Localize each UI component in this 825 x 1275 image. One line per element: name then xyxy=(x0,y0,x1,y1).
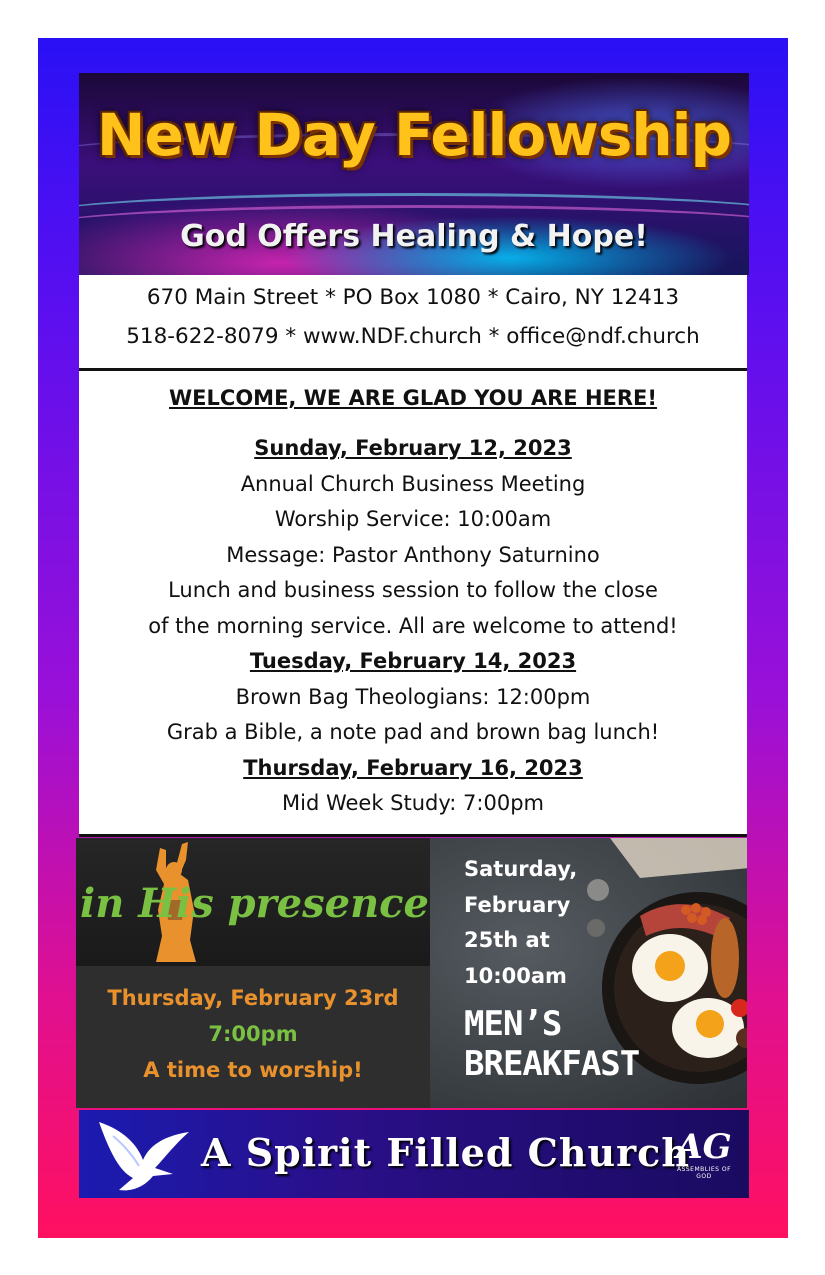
schedule-row: Lunch and business session to follow the close xyxy=(168,578,658,602)
header-banner xyxy=(79,73,749,275)
footer-slogan: A Spirit Filled Church xyxy=(201,1130,690,1175)
breakfast-date-line: Saturday, xyxy=(464,857,578,881)
church-tagline: God Offers Healing & Hope! xyxy=(180,219,648,254)
mens-breakfast-title-line: BREAKFAST xyxy=(464,1044,640,1084)
contact-line: 518-622-8079 * www.NDF.church * office@ndf.church xyxy=(126,324,700,349)
ag-logo-initials: AG xyxy=(676,1127,732,1167)
breakfast-date-line: 10:00am xyxy=(464,963,567,988)
mens-breakfast-title-line: MEN’S xyxy=(464,1004,562,1044)
dove-icon xyxy=(93,1116,193,1194)
schedule-row: Sunday, February 12, 2023 xyxy=(254,436,572,460)
schedule-row: Grab a Bible, a note pad and brown bag lunch! xyxy=(166,720,660,744)
assemblies-of-god-logo xyxy=(669,1128,739,1184)
schedule-row: Worship Service: 10:00am xyxy=(274,507,552,531)
ag-logo-subtext: ASSEMBLIES OF GOD xyxy=(676,1166,732,1180)
schedule-row: Thursday, February 16, 2023 xyxy=(243,755,583,780)
schedule-row: Tuesday, February 14, 2023 xyxy=(249,649,577,673)
in-his-presence-panel xyxy=(76,838,430,1108)
footer-banner xyxy=(79,1110,749,1198)
contact-info xyxy=(79,275,747,371)
event-schedule xyxy=(79,371,747,837)
breakfast-date-line: 25th at xyxy=(464,928,550,952)
breakfast-date-line: February xyxy=(464,892,571,917)
schedule-row: Mid Week Study: 7:00pm xyxy=(282,791,544,815)
in-his-presence-logo xyxy=(76,838,430,966)
mens-breakfast-panel xyxy=(430,838,747,1108)
schedule-row: Annual Church Business Meeting xyxy=(240,471,586,496)
schedule-row: of the morning service. All are welcome to attend! xyxy=(148,613,678,638)
schedule-row: Brown Bag Theologians: 12:00pm xyxy=(235,684,591,709)
presence-time: 7:00pm xyxy=(208,1022,298,1046)
schedule-list xyxy=(79,431,747,822)
address-line: 670 Main Street * PO Box 1080 * Cairo, NY 12413 xyxy=(146,285,680,310)
schedule-row: Message: Pastor Anthony Saturnino xyxy=(226,542,600,567)
presence-date: Thursday, February 23rd xyxy=(107,986,399,1010)
in-his-presence-details xyxy=(76,966,430,1108)
presence-description: A time to worship! xyxy=(143,1058,363,1082)
welcome-heading: WELCOME, WE ARE GLAD YOU ARE HERE! xyxy=(169,386,657,410)
mens-breakfast-title xyxy=(464,1004,639,1084)
church-name: New Day Fellowship xyxy=(96,101,732,169)
in-his-presence-logo-text: in His presence xyxy=(80,880,429,927)
breakfast-date xyxy=(464,852,614,994)
